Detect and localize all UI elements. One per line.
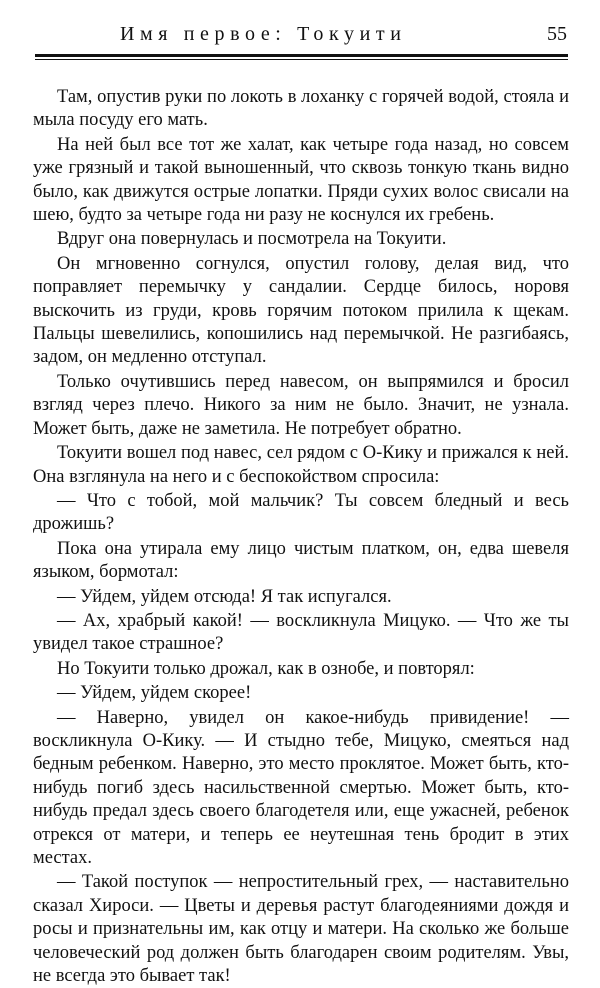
body-text (33, 86, 569, 988)
paragraph: — Что с тобой, мой мальчик? Ты совсем бледный и весь дрожишь? (33, 490, 569, 535)
header-rule-thick (35, 54, 568, 57)
paragraph: На ней был все тот же халат, как четыре года назад, но совсем уже грязный и такой выношенный, что сквозь тонкую ткань видно было, как движутся острые лопатки. Пряди сухих волос свисали на шею, будто за четыре года ни разу не коснулся их гребень. (33, 134, 569, 226)
page-number: 55 (547, 23, 567, 45)
paragraph: — Такой поступок — непростительный грех, — наставительно сказал Хироси. — Цветы и деревья растут благодеяниями дождя и росы и признательны им, как отцу и матери. На сколько же больше человеческий род должен быть благодарен своим родителям. Увы, не всегда это бывает так! (33, 872, 569, 987)
running-head: Имя первое: Токуити (120, 23, 407, 45)
paragraph: — Уйдем, уйдем отсюда! Я так испугался. (57, 586, 392, 607)
paragraph: Но Токуити только дрожал, как в ознобе, и повторял: (57, 658, 475, 679)
paragraph: — Уйдем, уйдем скорее! (57, 683, 252, 704)
paragraph: Только очутившись перед навесом, он выпрямился и бросил взгляд через плечо. Никого за ним не было. Значит, не узнала. Может быть, даже не заметила. Не потребует обратно. (33, 371, 569, 439)
header-rule-thin (35, 59, 568, 60)
paragraph: Токуити вошел под навес, сел рядом с О-Кику и прижался к ней. Она взглянула на него и с беспокойством спросила: (33, 443, 569, 487)
paragraph: Пока она утирала ему лицо чистым платком, он, едва шевеля языком, бормотал: (33, 538, 569, 583)
paragraph: Он мгновенно согнулся, опустил голову, делая вид, что поправляет перемычку у сандалии. Сердце билось, норовя выскочить из груди, кровь горячим потоком прилила к щекам. Пальцы шевелились, копошились над перемычкой. Не разгибаясь, задом, он медленно отступал. (33, 253, 569, 368)
paragraph: Вдруг она повернулась и посмотрела на Токуити. (57, 229, 447, 250)
paragraph: Там, опустив руки по локоть в лоханку с горячей водой, стояла и мыла посуду его мать. (33, 87, 569, 131)
paragraph: — Наверно, увидел он какое-нибудь привидение! — воскликнула О-Кику. — И стыдно тебе, Мицуко, смеяться над бедным ребенком. Наверно, это место проклятое. Может быть, кто-нибудь погиб здесь насильственной смертью. Может быть, кто-нибудь предал здесь своего благодетеля или, еще ужасней, ребенок отрекся от матери, и теперь ее неутешная тень бродит в этих местах. (33, 707, 569, 868)
paragraph: — Ах, храбрый какой! — воскликнула Мицуко. — Что же ты увидел такое страшное? (33, 610, 569, 655)
